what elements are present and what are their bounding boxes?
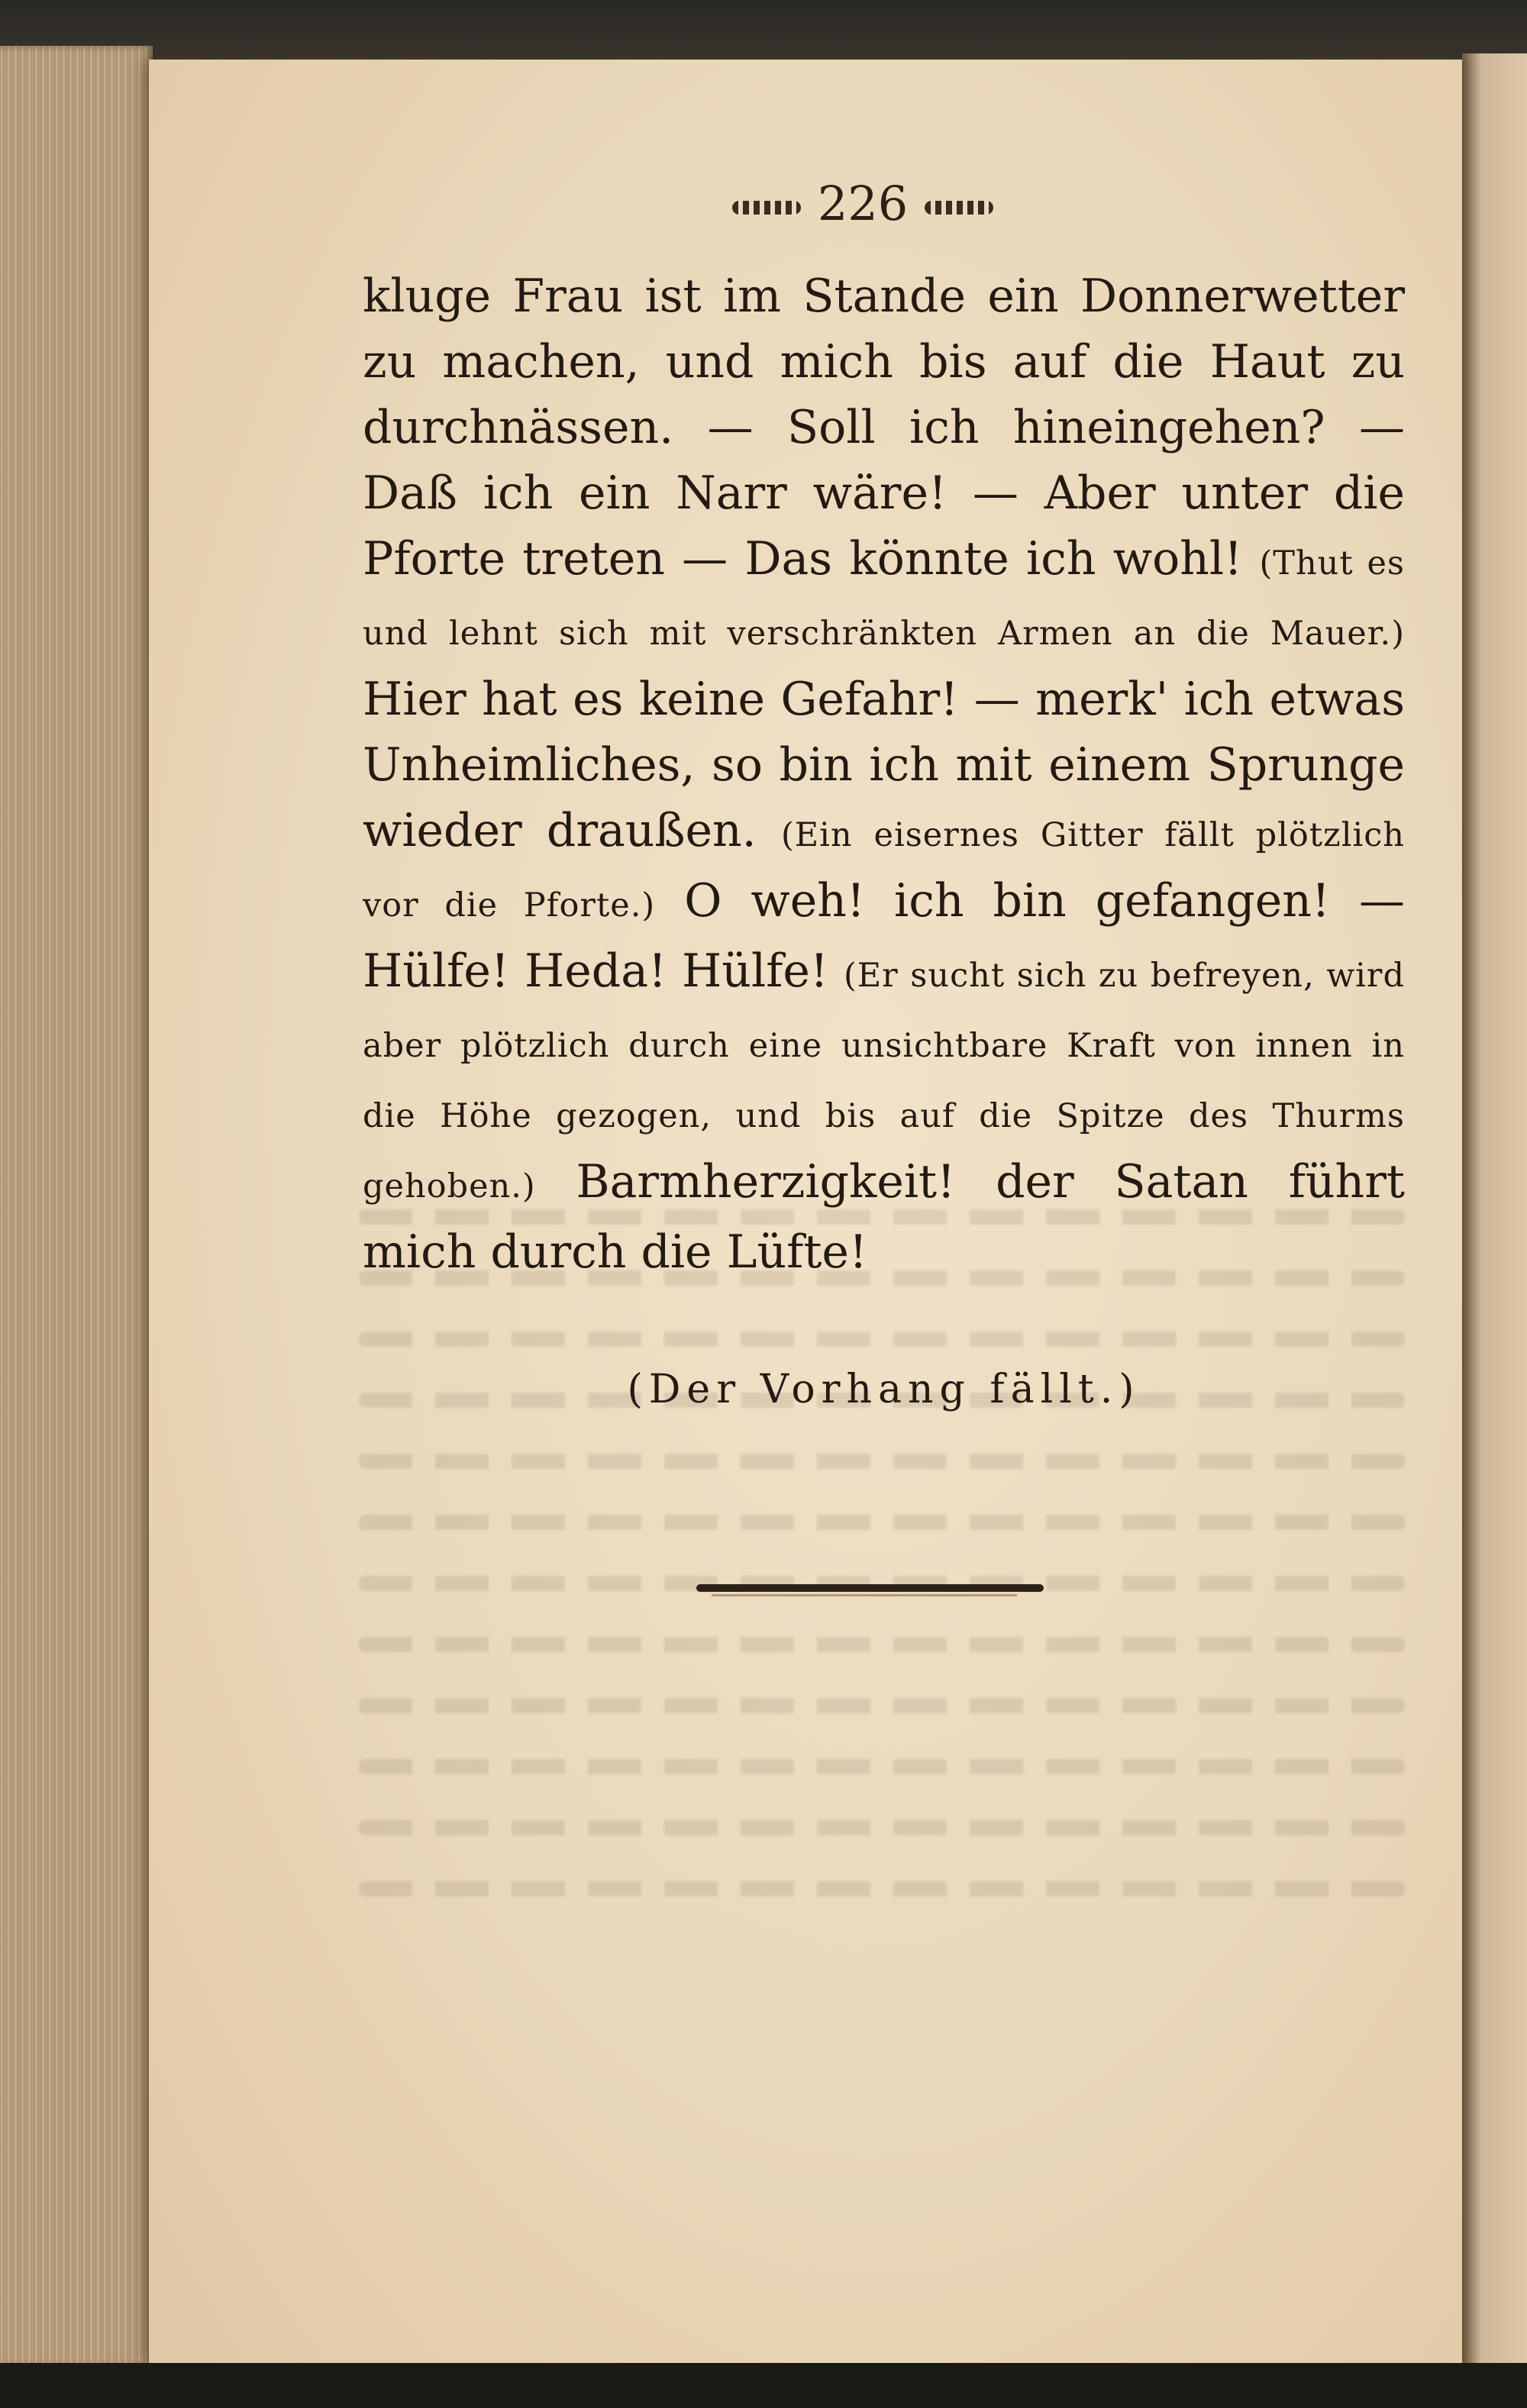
scan-background-bottom — [0, 2363, 1527, 2408]
text-run: kluge Frau ist im Stande ein Donnerwetter zu machen, und mich bis auf die Haut zu durchnässen. — Soll ich hineingehen? — Daß ich ein Narr wäre! — Aber unter die Pforte treten — Das könnte ich wohl! — [363, 270, 1405, 586]
page-number: 226 — [817, 176, 909, 231]
facing-page-edge — [1462, 53, 1527, 2367]
text-run: Barmherzigkeit! der Satan führt mich durch die Lüfte! — [363, 1155, 1405, 1279]
scan-background-top — [0, 0, 1527, 69]
page-header — [702, 176, 1023, 244]
stage-direction: (Er sucht sich zu befreyen, wird aber plötzlich durch eine unsichtbare Kraft von innen in die Höhe gezogen, und bis auf die Spitze des Thurms gehoben.) — [363, 957, 1405, 1206]
text-run: Hier hat es keine Gefahr! — merk' ich etwas Unheimliches, so bin ich mit einem Sprunge wieder draußen. — [363, 673, 1405, 857]
page-body — [363, 263, 1405, 1285]
ornament-right-icon — [925, 201, 993, 215]
stage-direction: (Ein eisernes Gitter fällt plötzlich vor die Pforte.) — [363, 816, 1405, 925]
section-divider — [696, 1584, 1044, 1592]
bleed-through-text — [359, 1191, 1405, 2077]
paragraph — [363, 263, 1405, 1285]
curtain-line: (Der Vorhang fällt.) — [627, 1367, 1141, 1412]
stage-direction: (Thut es und lehnt sich mit verschränkten Armen an die Mauer.) — [363, 544, 1406, 653]
ornament-left-icon — [732, 201, 801, 215]
text-run: O weh! ich bin gefangen! — Hülfe! Heda! Hülfe! — [363, 874, 1406, 998]
page-stack-edges — [0, 46, 153, 2367]
